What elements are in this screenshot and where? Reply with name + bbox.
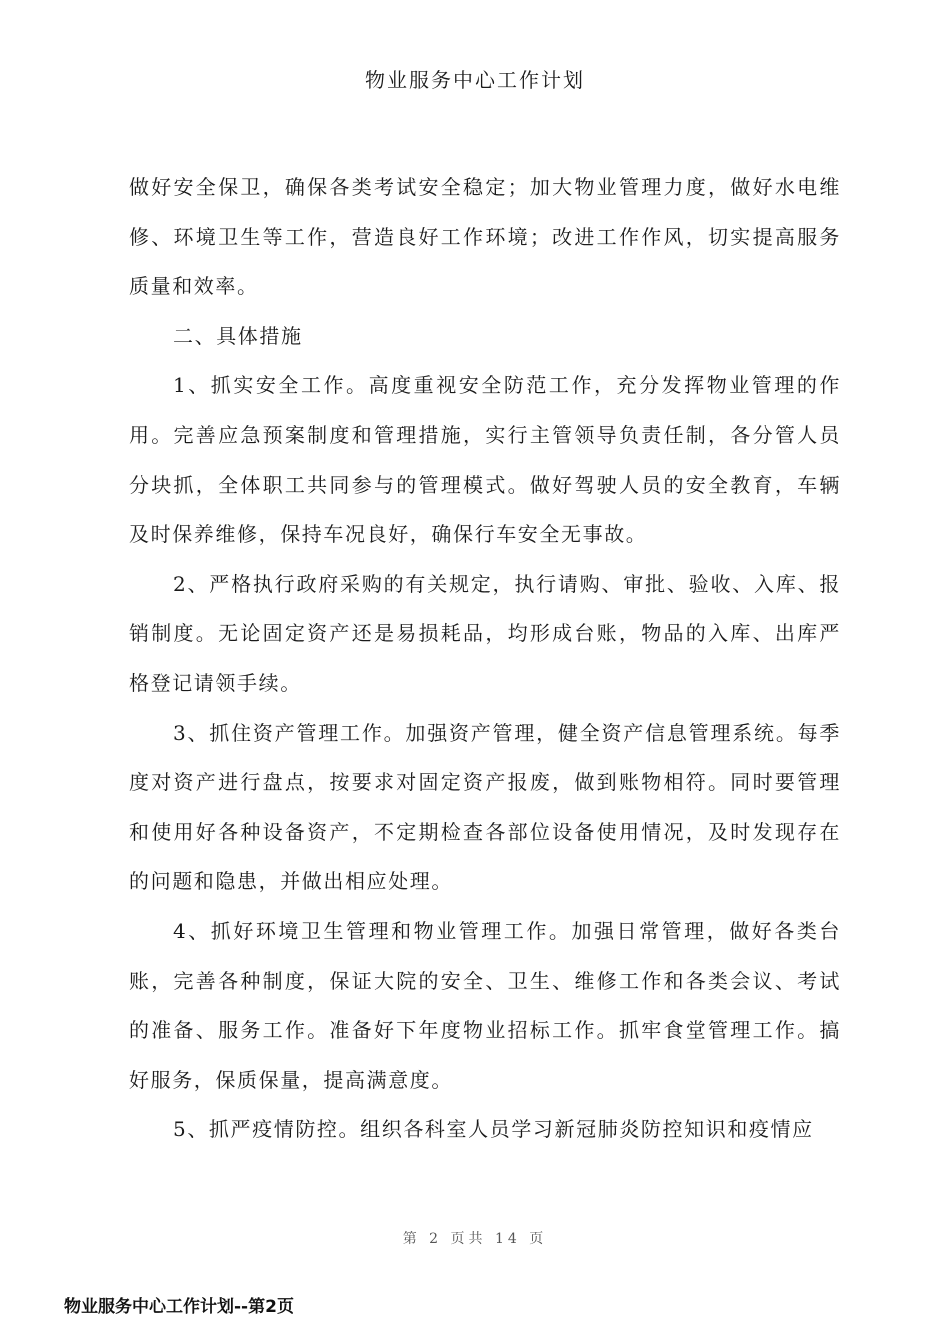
document-body [129,163,841,1155]
paragraph-measure-5: 5、抓严疫情防控。组织各科室人员学习新冠肺炎防控知识和疫情应 [173,1117,814,1142]
paragraph-measure-4: 4、抓好环境卫生管理和物业管理工作。加强日常管理，做好各类台账，完善各种制度，保证大院的安全、卫生、维修工作和各类会议、考试的准备、服务工作。准备好下年度物业招标工作。抓牢食堂管理工作。搞好服务，保质保量，提高满意度。 [129,918,841,1092]
section-heading-specific-measures: 二、具体措施 [173,323,303,348]
page-number: 第 2 页共 14 页 [402,1231,548,1247]
paragraph-intro-continued: 做好安全保卫，确保各类考试安全稳定；加大物业管理力度，做好水电维修、环境卫生等工作，营造良好工作环境；改进工作作风，切实提高服务质量和效率。 [129,175,841,299]
footer-label: 物业服务中心工作计划--第2页 [64,1297,294,1317]
paragraph-measure-3: 3、抓住资产管理工作。加强资产管理，健全资产信息管理系统。每季度对资产进行盘点，按要求对固定资产报废，做到账物相符。同时要管理和使用好各种设备资产，不定期检查各部位设备使用情况，及时发现存在的问题和隐患，并做出相应处理。 [129,720,841,894]
paragraph-measure-2: 2、严格执行政府采购的有关规定，执行请购、审批、验收、入库、报销制度。无论固定资产还是易损耗品，均形成台账，物品的入库、出库严格登记请领手续。 [129,571,841,695]
document-header: 物业服务中心工作计划 [365,68,585,92]
paragraph-measure-1: 1、抓实安全工作。高度重视安全防范工作，充分发挥物业管理的作用。完善应急预案制度和管理措施，实行主管领导负责任制，各分管人员分块抓，全体职工共同参与的管理模式。做好驾驶人员的安全教育，车辆及时保养维修，保持车况良好，确保行车安全无事故。 [129,373,841,547]
